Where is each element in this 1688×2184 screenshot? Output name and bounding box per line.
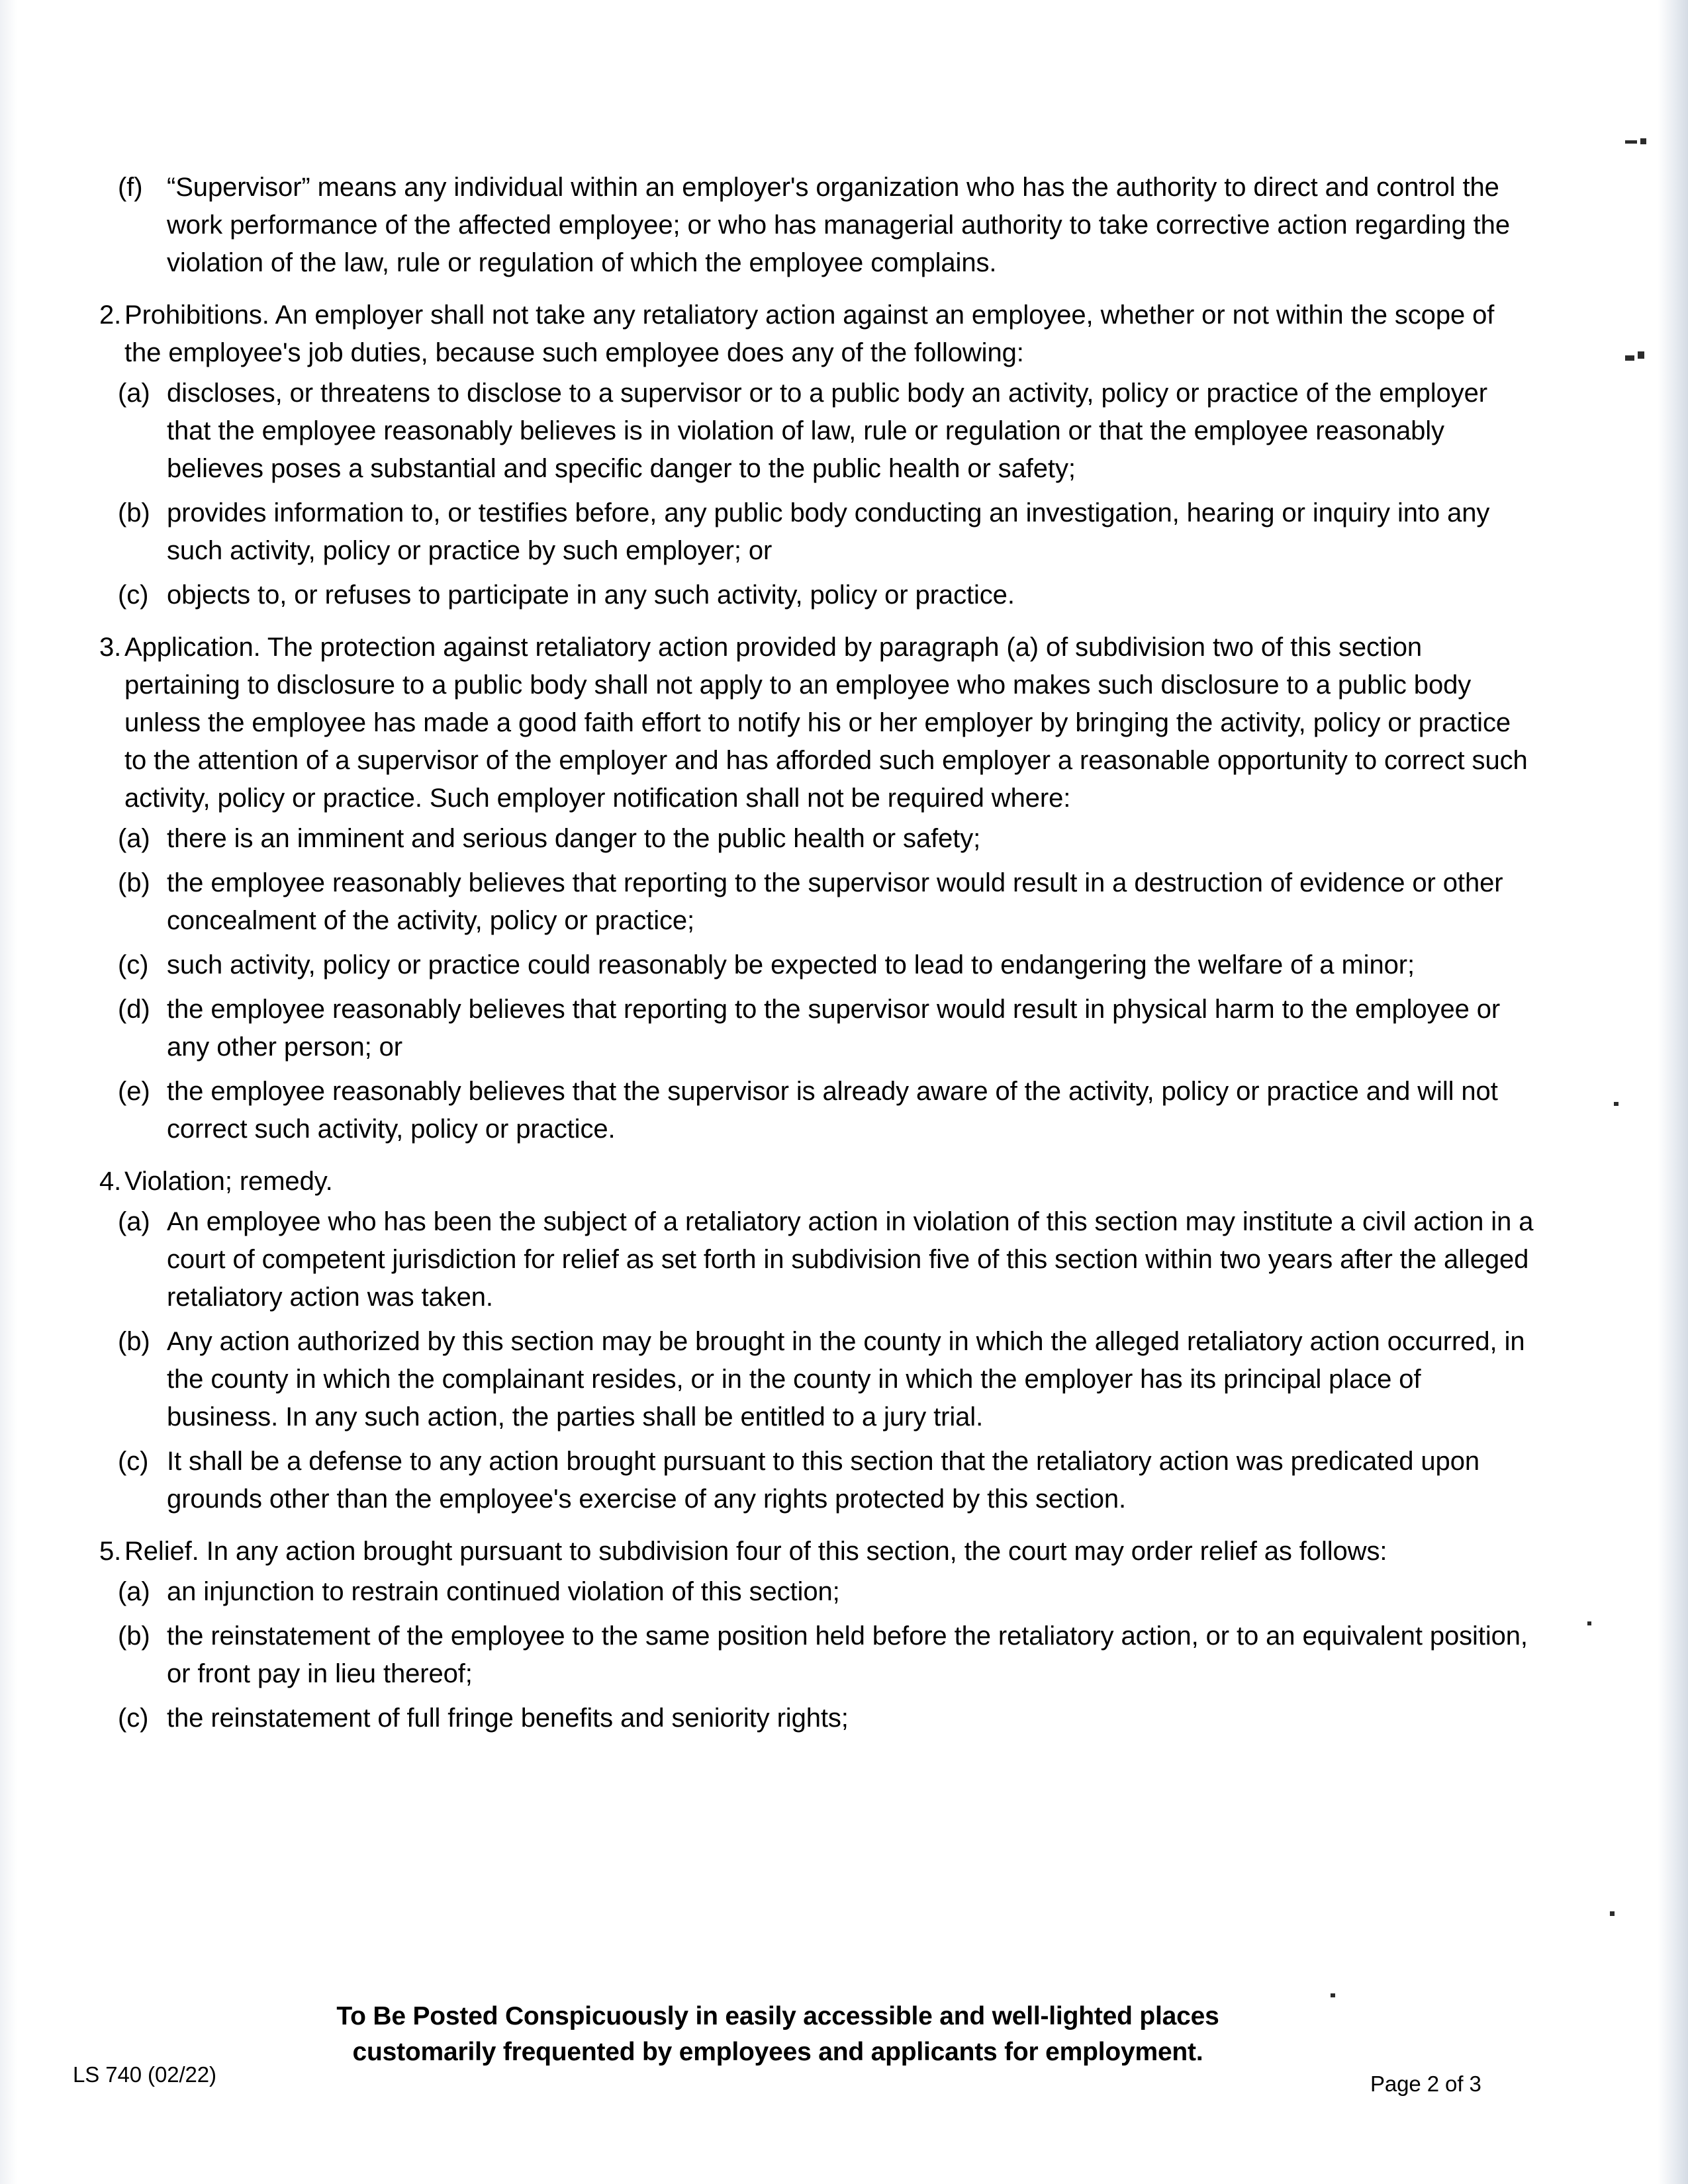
paragraph-text: Any action authorized by this section may be brought in the county in which the alleged retaliatory action occurred, in the county in which the complainant resides, or in the county in which the employer has its principal place of business. In any such action, the parties shall be entitled to a jury trial. <box>167 1327 1525 1432</box>
scan-speck <box>1638 351 1644 359</box>
scan-speck <box>1625 140 1637 144</box>
lettered-paragraph <box>73 494 1536 570</box>
lettered-paragraph <box>73 375 1536 488</box>
paragraph-text: the reinstatement of full fringe benefits and seniority rights; <box>167 1704 849 1733</box>
list-marker: (a) <box>118 379 150 408</box>
statute-body <box>73 169 1536 1744</box>
scan-speck <box>1610 1911 1615 1916</box>
paragraph-text: It shall be a defense to any action brought pursuant to this section that the retaliatory action was predicated upon grounds other than the employee's exercise of any rights protected by this section. <box>167 1447 1479 1514</box>
paragraph-text: Prohibitions. An employer shall not take any retaliatory action against an employee, whether or not within the scope of the employee's job duties, because such employee does any of the following: <box>124 300 1495 367</box>
lettered-paragraph <box>73 991 1536 1066</box>
paragraph-text: Violation; remedy. <box>124 1167 333 1196</box>
paragraph-text: the employee reasonably believes that reporting to the supervisor would result in a destruction of evidence or other concealment of the activity, policy or practice; <box>167 868 1503 935</box>
lettered-paragraph <box>73 1573 1536 1611</box>
page-number: Page 2 of 3 <box>1370 2071 1481 2096</box>
scan-edge-tint-left <box>0 0 17 2184</box>
paragraph-text: Relief. In any action brought pursuant to subdivision four of this section, the court may order relief as follows: <box>124 1537 1387 1566</box>
lettered-paragraph <box>73 1443 1536 1518</box>
list-marker: (c) <box>118 580 149 610</box>
subdivision-paragraph <box>73 1533 1536 1570</box>
lettered-paragraph <box>73 1700 1536 1737</box>
page-footer <box>0 1999 1688 2124</box>
paragraph-text: provides information to, or testifies before, any public body conducting an investigation, hearing or inquiry into any such activity, policy or practice by such employer; or <box>167 498 1490 565</box>
lettered-paragraph <box>73 169 1536 282</box>
lettered-paragraph <box>73 864 1536 940</box>
list-marker: (a) <box>118 824 150 853</box>
posting-notice <box>235 1999 1321 2070</box>
paragraph-text: Application. The protection against retaliatory action provided by paragraph (a) of subdivision two of this section pertaining to disclosure to a public body shall not apply to an employee who makes such disclosure to a public body unless the employee has made a good faith effort to notify his or her employer by bringing the activity, policy or practice to the attention of a supervisor of the employer and has afforded such employer a reasonable opportunity to correct such activity, policy or practice. Such employer notification shall not be required where: <box>124 633 1528 813</box>
paragraph-text: discloses, or threatens to disclose to a supervisor or to a public body an activity, policy or practice of the employer that the employee reasonably believes is in violation of law, rule or regulation or that the employee reasonably believes poses a substantial and specific danger to the public health or safety; <box>167 379 1487 483</box>
scan-speck <box>1614 1102 1618 1106</box>
lettered-paragraph <box>73 576 1536 614</box>
paragraph-gap <box>73 621 1536 629</box>
list-marker: 2. <box>99 300 122 330</box>
paragraph-text: “Supervisor” means any individual within an employer's organization who has the authority to direct and control the work performance of the affected employee; or who has managerial authority to take corrective action regarding the violation of the law, rule or regulation of which the employee complains. <box>167 173 1510 277</box>
list-marker: (c) <box>118 1704 149 1733</box>
scan-speck <box>1587 1621 1591 1625</box>
subdivision-paragraph <box>73 296 1536 372</box>
lettered-paragraph <box>73 1617 1536 1693</box>
posting-notice-line-1: To Be Posted Conspicuously in easily accessible and well-lighted places <box>336 2002 1219 2030</box>
list-marker: (a) <box>118 1577 150 1606</box>
lettered-paragraph <box>73 1203 1536 1316</box>
paragraph-text: An employee who has been the subject of a retaliatory action in violation of this section may institute a civil action in a court of competent jurisdiction for relief as set forth in subdivision five of this section within two years after the alleged retaliatory action was taken. <box>167 1207 1534 1312</box>
list-marker: (f) <box>118 173 143 202</box>
lettered-paragraph <box>73 1073 1536 1148</box>
list-marker: (b) <box>118 868 150 897</box>
list-marker: (e) <box>118 1077 150 1106</box>
list-marker: (b) <box>118 1327 150 1356</box>
posting-notice-line-2: customarily frequented by employees and applicants for employment. <box>352 2038 1203 2066</box>
paragraph-text: objects to, or refuses to participate in any such activity, policy or practice. <box>167 580 1015 610</box>
paragraph-text: an injunction to restrain continued violation of this section; <box>167 1577 840 1606</box>
subdivision-paragraph <box>73 629 1536 817</box>
list-marker: 5. <box>99 1537 122 1566</box>
paragraph-gap <box>73 1525 1536 1533</box>
list-marker: (c) <box>118 950 149 979</box>
paragraph-gap <box>73 1155 1536 1163</box>
list-marker: (b) <box>118 498 150 527</box>
lettered-paragraph <box>73 946 1536 984</box>
paragraph-text: the reinstatement of the employee to the same position held before the retaliatory action, or to an equivalent position, or front pay in lieu thereof; <box>167 1621 1528 1688</box>
form-code: LS 740 (02/22) <box>73 2062 216 2087</box>
lettered-paragraph <box>73 820 1536 858</box>
list-marker: (a) <box>118 1207 150 1236</box>
scan-speck <box>1625 355 1634 361</box>
scan-speck <box>1331 1993 1335 1997</box>
paragraph-text: such activity, policy or practice could reasonably be expected to lead to endangering the welfare of a minor; <box>167 950 1415 979</box>
paragraph-text: the employee reasonably believes that reporting to the supervisor would result in physical harm to the employee or any other person; or <box>167 995 1501 1062</box>
list-marker: (b) <box>118 1621 150 1651</box>
list-marker: 3. <box>99 633 122 662</box>
subdivision-paragraph <box>73 1163 1536 1201</box>
list-marker: 4. <box>99 1167 122 1196</box>
scan-edge-tint-right <box>1658 0 1688 2184</box>
paragraph-gap <box>73 289 1536 296</box>
list-marker: (c) <box>118 1447 149 1476</box>
paragraph-text: there is an imminent and serious danger to the public health or safety; <box>167 824 981 853</box>
list-marker: (d) <box>118 995 150 1024</box>
lettered-paragraph <box>73 1323 1536 1436</box>
paragraph-text: the employee reasonably believes that the supervisor is already aware of the activity, policy or practice and will not correct such activity, policy or practice. <box>167 1077 1498 1144</box>
scan-speck <box>1640 138 1646 144</box>
